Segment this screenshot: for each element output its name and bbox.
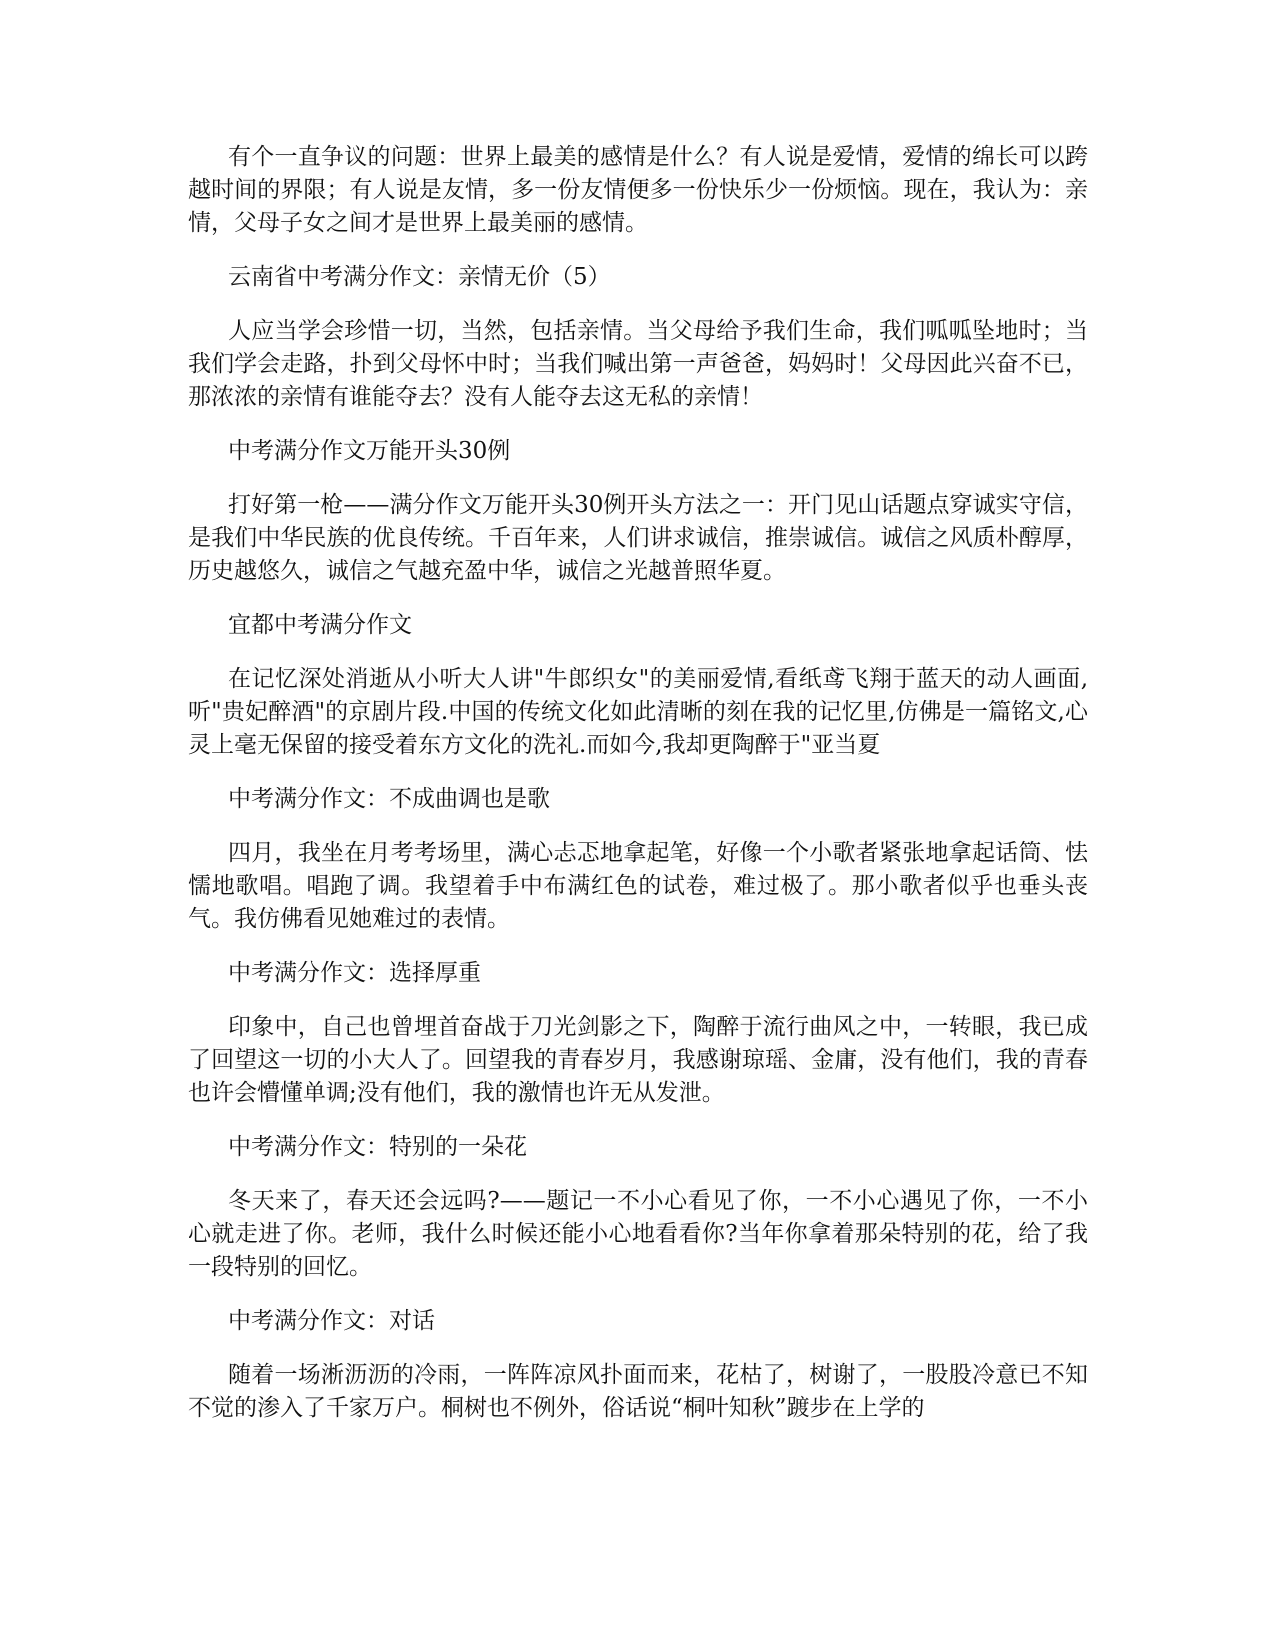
intro-paragraph: 有个一直争议的问题：世界上最美的感情是什么？有人说是爱情，爱情的绵长可以跨越时间的界限；有人说是友情，多一份友情便多一份快乐少一份烦恼。现在，我认为：亲情，父母子女之间才是世界上最美丽的感情。 — [188, 144, 1088, 236]
section-title-dialogue: 中考满分作文：对话 — [228, 1308, 435, 1334]
paragraph-song: 四月，我坐在月考考场里，满心忐忑地拿起笔，好像一个小歌者紧张地拿起话筒、怯懦地歌唱。唱跑了调。我望着手中布满红色的试卷，难过极了。那小歌者似乎也垂头丧气。我仿佛看见她难过的表情。 — [188, 840, 1088, 932]
section-title-yidu: 宜都中考满分作文 — [228, 612, 412, 638]
paragraph-yunnan: 人应当学会珍惜一切，当然，包括亲情。当父母给予我们生命，我们呱呱坠地时；当我们学会走路，扑到父母怀中时；当我们喊出第一声爸爸，妈妈时！父母因此兴奋不已，那浓浓的亲情有谁能夺去？没有人能夺去这无私的亲情！ — [188, 318, 1088, 410]
paragraph-flower: 冬天来了，春天还会远吗?——题记一不小心看见了你，一不小心遇见了你，一不小心就走进了你。老师，我什么时候还能小心地看看你?当年你拿着那朵特别的花，给了我一段特别的回忆。 — [188, 1188, 1088, 1280]
document-page — [188, 141, 1088, 1446]
section-title-choice: 中考满分作文：选择厚重 — [228, 960, 481, 986]
paragraph-yidu: 在记忆深处消逝从小听大人讲"牛郎织女"的美丽爱情,看纸鸢飞翔于蓝天的动人画面,听"贵妃醉酒"的京剧片段.中国的传统文化如此清晰的刻在我的记忆里,仿佛是一篇铭文,心灵上毫无保留的接受着东方文化的洗礼.而如今,我却更陶醉于"亚当夏 — [188, 666, 1088, 758]
section-title-yunnan: 云南省中考满分作文：亲情无价（5） — [228, 264, 611, 290]
section-title-openings: 中考满分作文万能开头30例 — [228, 438, 511, 464]
paragraph-choice: 印象中，自己也曾埋首奋战于刀光剑影之下，陶醉于流行曲风之中，一转眼，我已成了回望这一切的小大人了。回望我的青春岁月，我感谢琼瑶、金庸，没有他们，我的青春也许会懵懂单调;没有他们，我的激情也许无从发泄。 — [188, 1014, 1088, 1106]
section-title-flower: 中考满分作文：特别的一朵花 — [228, 1134, 527, 1160]
section-title-song: 中考满分作文：不成曲调也是歌 — [228, 786, 550, 812]
paragraph-openings: 打好第一枪——满分作文万能开头30例开头方法之一：开门见山话题点穿诚实守信，是我们中华民族的优良传统。千百年来，人们讲求诚信，推崇诚信。诚信之风质朴醇厚，历史越悠久，诚信之气越充盈中华，诚信之光越普照华夏。 — [188, 492, 1088, 584]
paragraph-dialogue: 随着一场淅沥沥的冷雨，一阵阵凉风扑面而来，花枯了，树谢了，一股股冷意已不知不觉的渗入了千家万户。桐树也不例外，俗话说“桐叶知秋”踱步在上学的 — [188, 1362, 1088, 1421]
